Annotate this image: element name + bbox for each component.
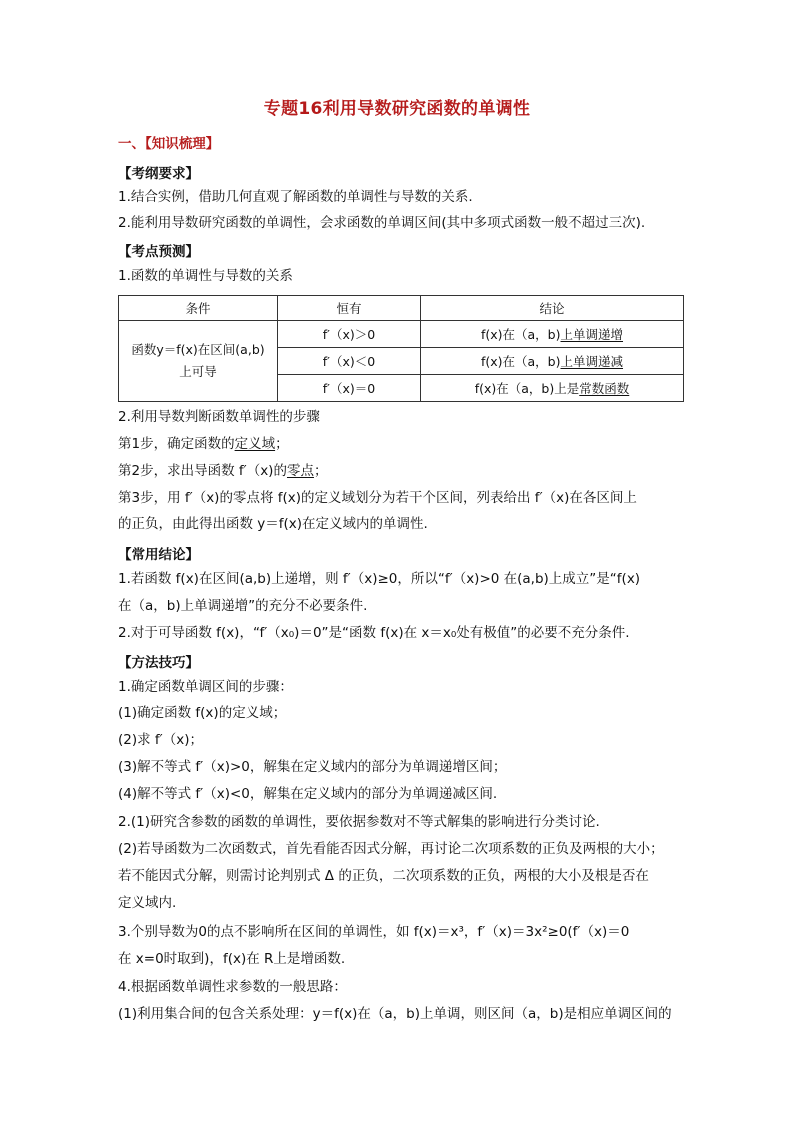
- method-4: 4.根据函数单调性求参数的一般思路：: [118, 979, 347, 995]
- conclusion-underlined: 上单调递减: [560, 354, 624, 369]
- step-1-end: ；: [275, 436, 289, 452]
- method-1-1: (1)确定函数 f(x)的定义域；: [118, 705, 287, 721]
- step-3-line-2: 的正负，由此得出函数 y＝f(x)在定义域内的单调性.: [118, 516, 428, 532]
- conclusion-1-line-2: 在（a，b)上单调递增”的充分不必要条件.: [118, 598, 368, 614]
- conclusion-prefix: f(x)在（a，b)上是: [474, 381, 580, 396]
- always-cell: f′（x)＜0: [278, 348, 421, 375]
- header-conclusion: 结论: [421, 296, 684, 321]
- method-3-line-2: 在 x=0时取到)，f(x)在 R上是增函数.: [118, 951, 346, 967]
- condition-line-1: 函数y＝f(x)在区间(a,b): [131, 342, 265, 357]
- header-condition: 条件: [119, 296, 278, 321]
- conclusion-prefix: f(x)在（a，b): [480, 354, 561, 369]
- step-2: [118, 461, 327, 481]
- method-1: 1.确定函数单调区间的步骤：: [118, 679, 293, 695]
- method-3-line-1: 3.个别导数为0的点不影响所在区间的单调性，如 f(x)＝x³，f′（x)＝3x²≥0(f′（x)＝0: [118, 924, 630, 940]
- requirement-2: 2.能利用导数研究函数的单调性，会求函数的单调区间(其中多项式函数一般不超过三次).: [118, 215, 646, 231]
- always-cell: f′（x)＝0: [278, 375, 421, 402]
- table-header-row: [119, 296, 684, 321]
- step-2-text: 第2步，求出导函数 f′（x)的: [118, 463, 287, 479]
- heading-common-conclusions: 【常用结论】: [118, 547, 199, 563]
- condition-line-2: 上可导: [179, 364, 217, 379]
- method-2-2-line-1: (2)若导函数为二次函数式，首先看能否因式分解，再讨论二次项系数的正负及两根的大小；: [118, 841, 664, 857]
- conclusion-underlined: 常数函数: [579, 381, 630, 396]
- conclusion-cell: [421, 348, 684, 375]
- section-heading-knowledge: 一、【知识梳理】: [118, 136, 220, 152]
- step-2-underlined: 零点: [286, 463, 314, 479]
- step-2-end: ；: [313, 463, 328, 479]
- method-2-2-line-2: 若不能因式分解，则需讨论判别式 Δ 的正负，二次项系数的正负，两根的大小及根是否在: [118, 868, 649, 884]
- step-1-underlined: 定义域: [234, 436, 276, 452]
- prediction-1: 1.函数的单调性与导数的关系: [118, 268, 293, 284]
- method-1-3: (3)解不等式 f′（x)>0，解集在定义域内的部分为单调递增区间；: [118, 759, 507, 775]
- condition-cell: [119, 321, 278, 402]
- method-1-4: (4)解不等式 f′（x)<0，解集在定义域内的部分为单调递减区间.: [118, 786, 498, 802]
- always-cell: f′（x)＞0: [278, 321, 421, 348]
- step-1-text: 第1步，确定函数的: [118, 436, 235, 452]
- method-2-2-line-3: 定义域内.: [118, 895, 177, 911]
- conclusion-prefix: f(x)在（a，b): [480, 327, 561, 342]
- table-row: [119, 321, 684, 348]
- monotonicity-table: [118, 295, 684, 402]
- step-1: [118, 434, 289, 454]
- method-1-2: (2)求 f′（x)；: [118, 732, 203, 748]
- header-always: 恒有: [278, 296, 421, 321]
- conclusion-underlined: 上单调递增: [560, 327, 624, 342]
- conclusion-cell: [421, 375, 684, 402]
- conclusion-1-line-1: 1.若函数 f(x)在区间(a,b)上递增，则 f′（x)≥0，所以“f′（x)>0 在(a,b)上成立”是“f(x): [118, 571, 641, 587]
- conclusion-2: 2.对于可导函数 f(x)，“f′（x₀)＝0”是“函数 f(x)在 x＝x₀处有极值”的必要不充分条件.: [118, 625, 630, 641]
- conclusion-cell: [421, 321, 684, 348]
- heading-methods: 【方法技巧】: [118, 655, 199, 671]
- step-3-line-1: 第3步，用 f′（x)的零点将 f(x)的定义域划分为若干个区间，列表给出 f′（x)在各区间上: [118, 490, 637, 506]
- steps-title: 2.利用导数判断函数单调性的步骤: [118, 409, 320, 425]
- heading-predictions: 【考点预测】: [118, 244, 199, 260]
- requirement-1: 1.结合实例，借助几何直观了解函数的单调性与导数的关系.: [118, 189, 473, 205]
- page-title: 专题16利用导数研究函数的单调性: [263, 99, 531, 119]
- method-2-1: 2.(1)研究含参数的函数的单调性，要依据参数对不等式解集的影响进行分类讨论.: [118, 814, 600, 830]
- method-4-1: (1)利用集合间的包含关系处理：y＝f(x)在（a，b)上单调，则区间（a，b)是相应单调区间的: [118, 1006, 672, 1022]
- heading-requirements: 【考纲要求】: [118, 166, 199, 182]
